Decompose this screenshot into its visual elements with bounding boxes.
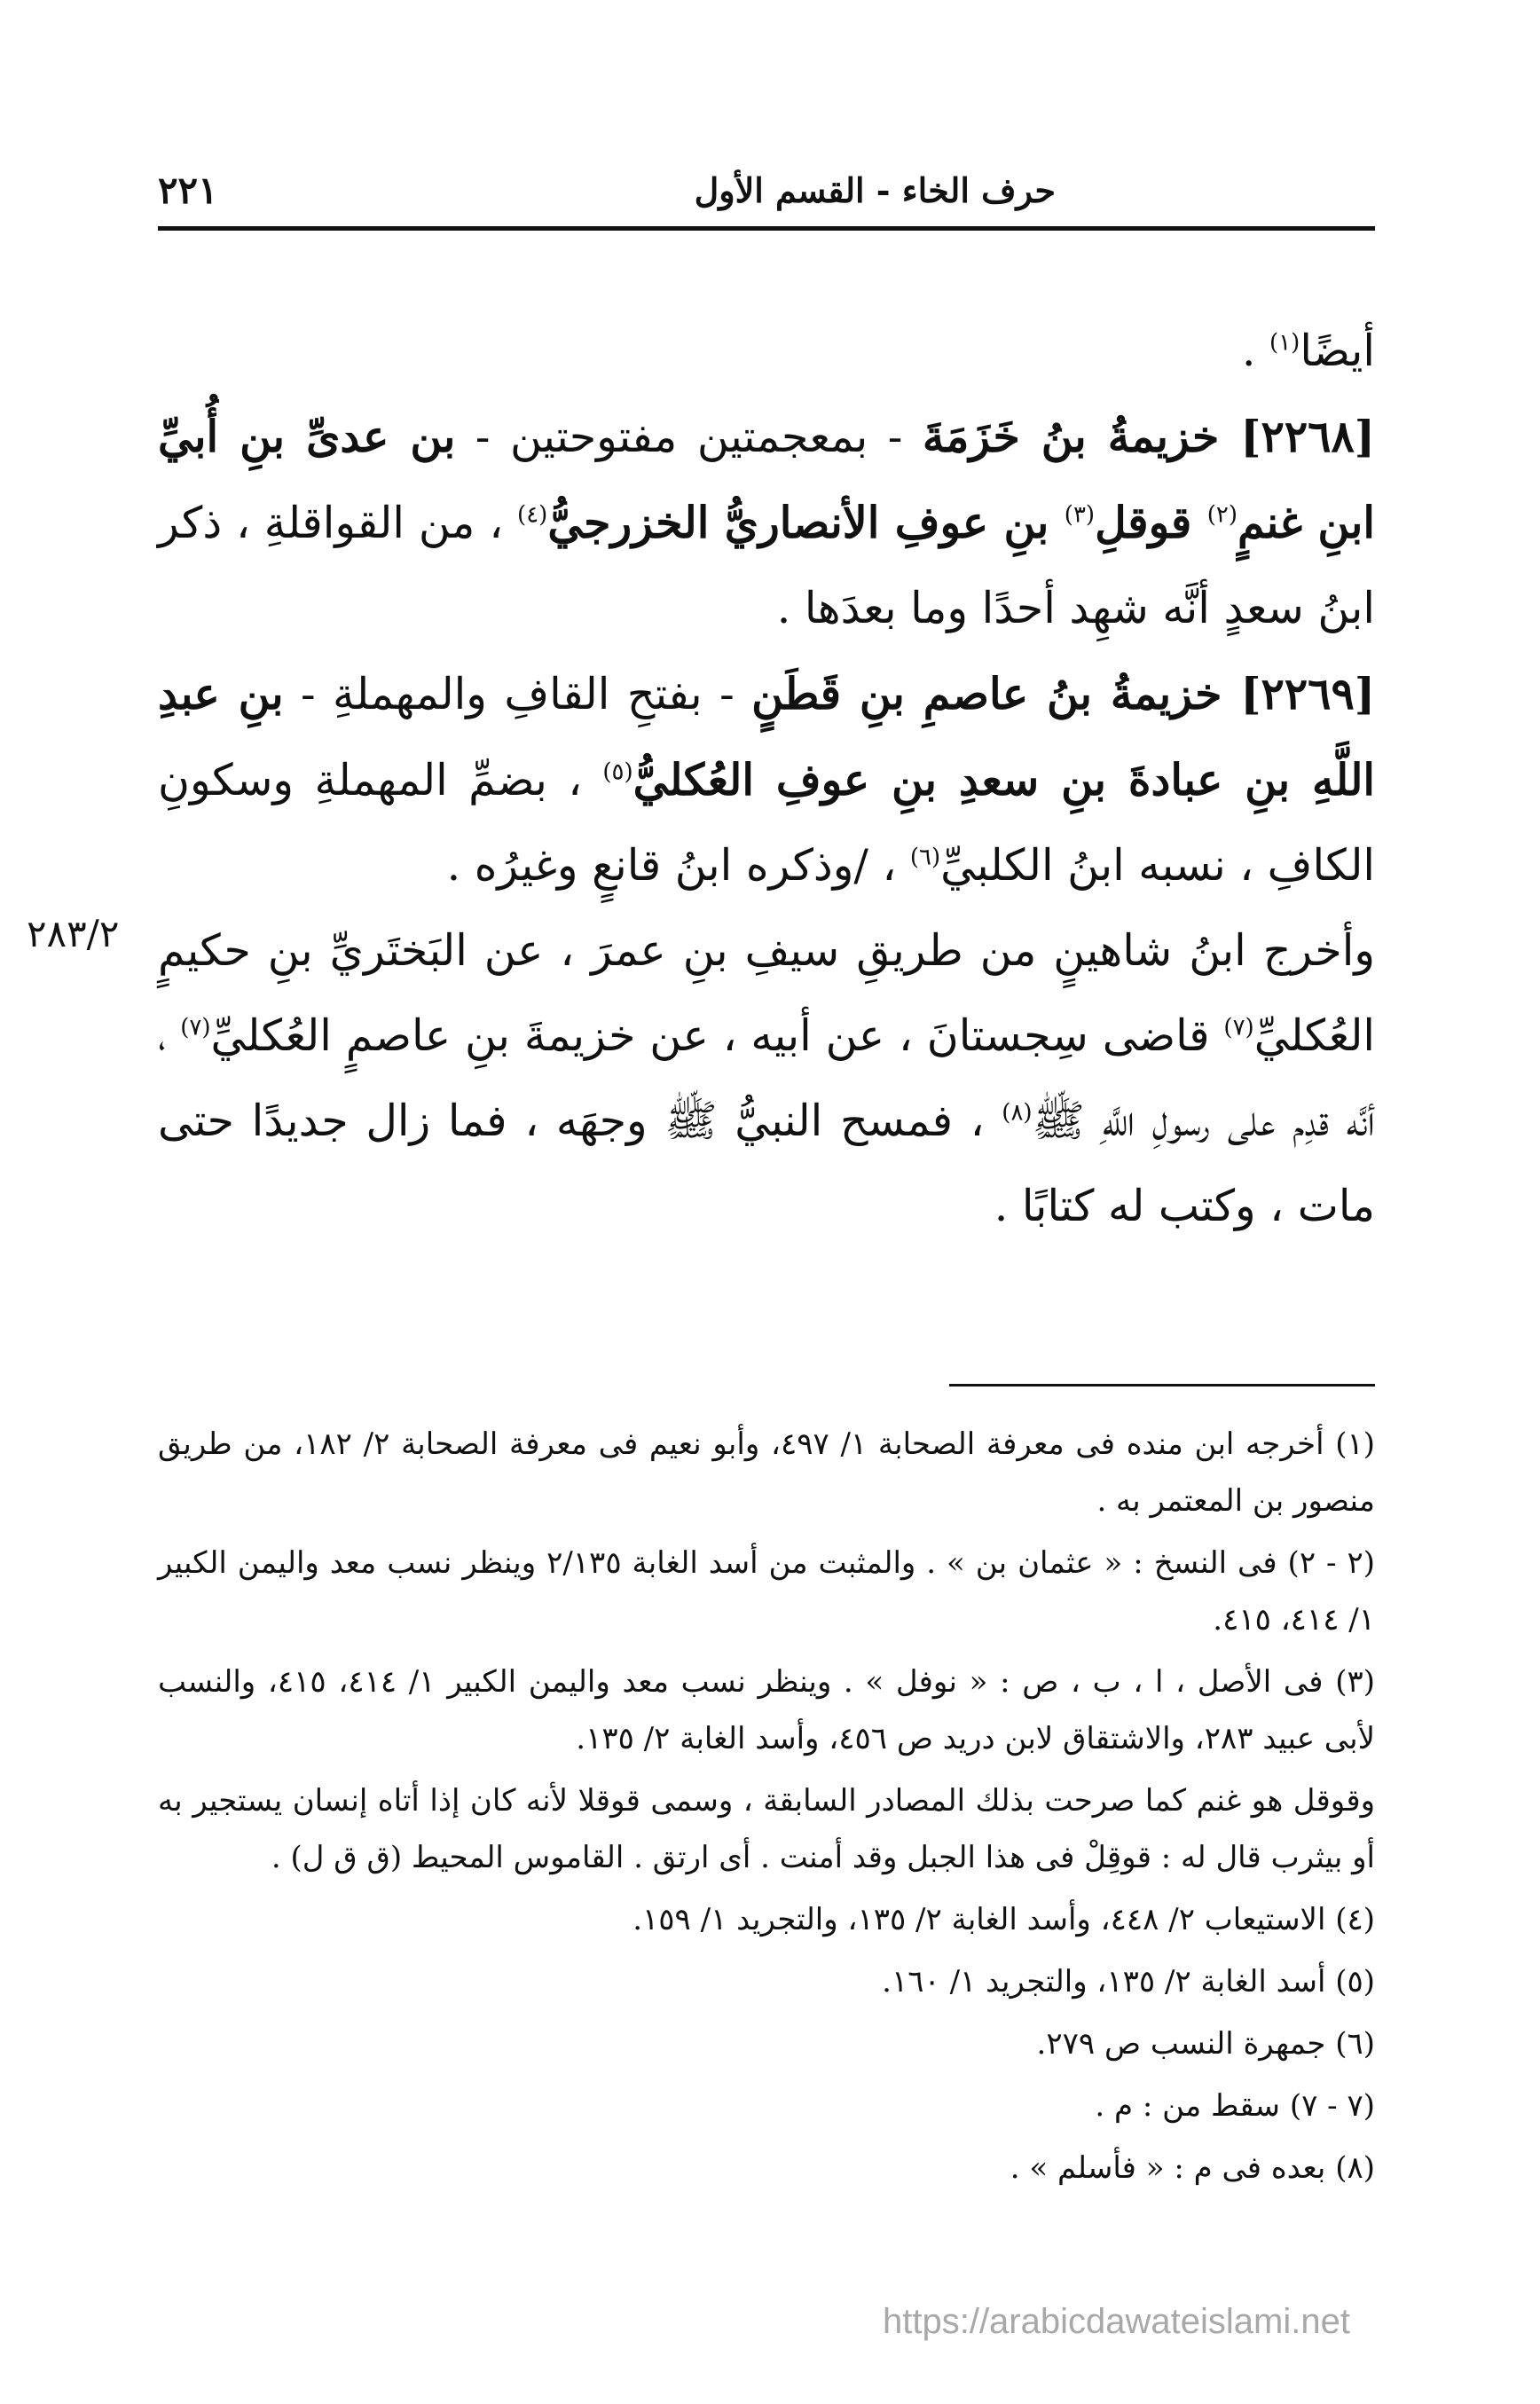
page-number: ٢٢١ bbox=[158, 169, 218, 212]
lead-end: . bbox=[1241, 326, 1270, 376]
footnote: (٦) جمهرة النسب ص ٢٧٩. bbox=[1036, 2026, 1375, 2062]
footnote: (٤) الاستيعاب ٢/ ٤٤٨، وأسد الغابة ٢/ ١٣٥، والتجريد ١/ ١٥٩. bbox=[632, 1902, 1375, 1937]
running-title: حرف الخاء - القسم الأول bbox=[694, 170, 1056, 210]
note-ref: (٦) bbox=[909, 844, 941, 871]
entry-lineage: بنِ عوفِ الأنصاريُّ الخزرجيُّ bbox=[547, 497, 1065, 548]
page-header bbox=[158, 160, 1375, 231]
entry-lineage: قوقلِ bbox=[1095, 497, 1207, 548]
narration-text: ، أنَّه قدِم على رسولِ اللَّهِ ﷺ bbox=[158, 1010, 1376, 1146]
footnote: (٣) فى الأصل ، ا ، ب ، ص : « نوفل » . وينظر نسب معد واليمن الكبير ١/ ٤١٤، ٤١٥، والنسب لأبى عبيد ٢٨٣، والاشتقاق لابن دريد ص ٤٥٦، وأسد الغابة ٢/ ١٣٥. bbox=[158, 1664, 1375, 1756]
note-ref: (٢) bbox=[1206, 501, 1238, 529]
footnote: (٧ - ٧) سقط من : م . bbox=[1095, 2088, 1375, 2124]
narration-text: ، فمسح النبيُّ ﷺ وجهَه ، فما زال جديدًا حتى مات ، وكتب له كتابًا . bbox=[158, 1096, 1375, 1231]
lead-text: أيضًا bbox=[1300, 326, 1375, 376]
footnote: (٢ - ٢) فى النسخ : « عثمان بن » . والمثبت من أسد الغابة ٢/١٣٥ وينظر نسب معد واليمن الكبير ١/ ٤١٤، ٤١٥. bbox=[158, 1545, 1375, 1638]
note-ref: (٥) bbox=[602, 758, 633, 786]
main-text bbox=[158, 309, 1375, 1249]
note-ref: (٤) bbox=[517, 501, 548, 529]
note-ref: (١) bbox=[1269, 329, 1300, 357]
watermark-url: https://arabicdawateislami.net bbox=[883, 2302, 1350, 2341]
footnotes bbox=[158, 1416, 1375, 2202]
footnote: وقوقل هو غنم كما صرحت بذلك المصادر السابقة ، وسمى قوقلا لأنه كان إذا أتاه إنسان يستجير به أو بيثرب قال له : قوقِلْ فى هذا الجبل وقد أمنت . أى ارتق . القاموس المحيط (ق ق ل) . bbox=[158, 1783, 1375, 1875]
entry-lineage: بنِ عبدِ اللَّهِ بنِ عبادةَ بنِ سعدِ بنِ عوفِ العُكليُّ bbox=[158, 668, 1375, 805]
footnote: (٨) بعده فى م : « فأسلم » . bbox=[1010, 2150, 1375, 2186]
note-ref: (٧) bbox=[180, 1014, 211, 1041]
narration-paragraph bbox=[158, 908, 1375, 1249]
note-ref: (٧) bbox=[1223, 1014, 1254, 1041]
narration-text: قاضى سِجستانَ ، عن أبيه ، عن خزيمةَ بنِ عاصمٍ العُكليِّ bbox=[210, 1010, 1224, 1061]
header-rule bbox=[158, 226, 1375, 231]
entry-lineage: بن عدىِّ بنِ أُبيِّ ابنِ غنمٍ bbox=[158, 411, 1375, 548]
footnote-divider bbox=[949, 1384, 1375, 1387]
entry-heading: [٢٢٦٨] خزيمةُ بنُ خَزَمَةَ bbox=[922, 411, 1375, 462]
narration-text: وأخرج ابنُ شاهينٍ من طريقِ سيفِ بنِ عمرَ ، عن البَختَريِّ بنِ حكيمٍ العُكليِّ bbox=[158, 925, 1375, 1061]
note-ref: (٣) bbox=[1064, 501, 1096, 529]
lead-paragraph bbox=[158, 309, 1375, 394]
entry-2269 bbox=[158, 651, 1375, 908]
entry-text: ، من القواقلةِ ، ذكر ابنُ سعدٍ أنَّه شهِد أحدًا وما بعدَها . bbox=[158, 498, 1375, 633]
entry-text: - بمعجمتين مفتوحتين - bbox=[455, 412, 923, 462]
footnote: (١) أخرجه ابن منده فى معرفة الصحابة ١/ ٤٩٧، وأبو نعيم فى معرفة الصحابة ٢/ ١٨٢، من طريق منصور بن المعتمر به . bbox=[158, 1426, 1376, 1519]
entry-text: ، بضمِّ المهملةِ وسكونِ الكافِ ، نسبه ابنُ الكلبيِّ bbox=[158, 755, 1375, 891]
entry-text: - بفتحِ القافِ والمهملةِ - bbox=[283, 669, 752, 719]
margin-note: ٢٨٣/٢ bbox=[27, 912, 120, 955]
entry-heading: [٢٢٦٩] خزيمةُ بنُ عاصمِ بنِ قَطَنٍ bbox=[751, 668, 1375, 719]
entry-text: ، /وذكره ابنُ قانعٍ وغيرُه . bbox=[446, 840, 910, 891]
entry-2268 bbox=[158, 394, 1375, 651]
footnote: (٥) أسد الغابة ٢/ ١٣٥، والتجريد ١/ ١٦٠. bbox=[882, 1964, 1375, 1999]
note-ref: (٨) bbox=[1002, 1099, 1033, 1127]
